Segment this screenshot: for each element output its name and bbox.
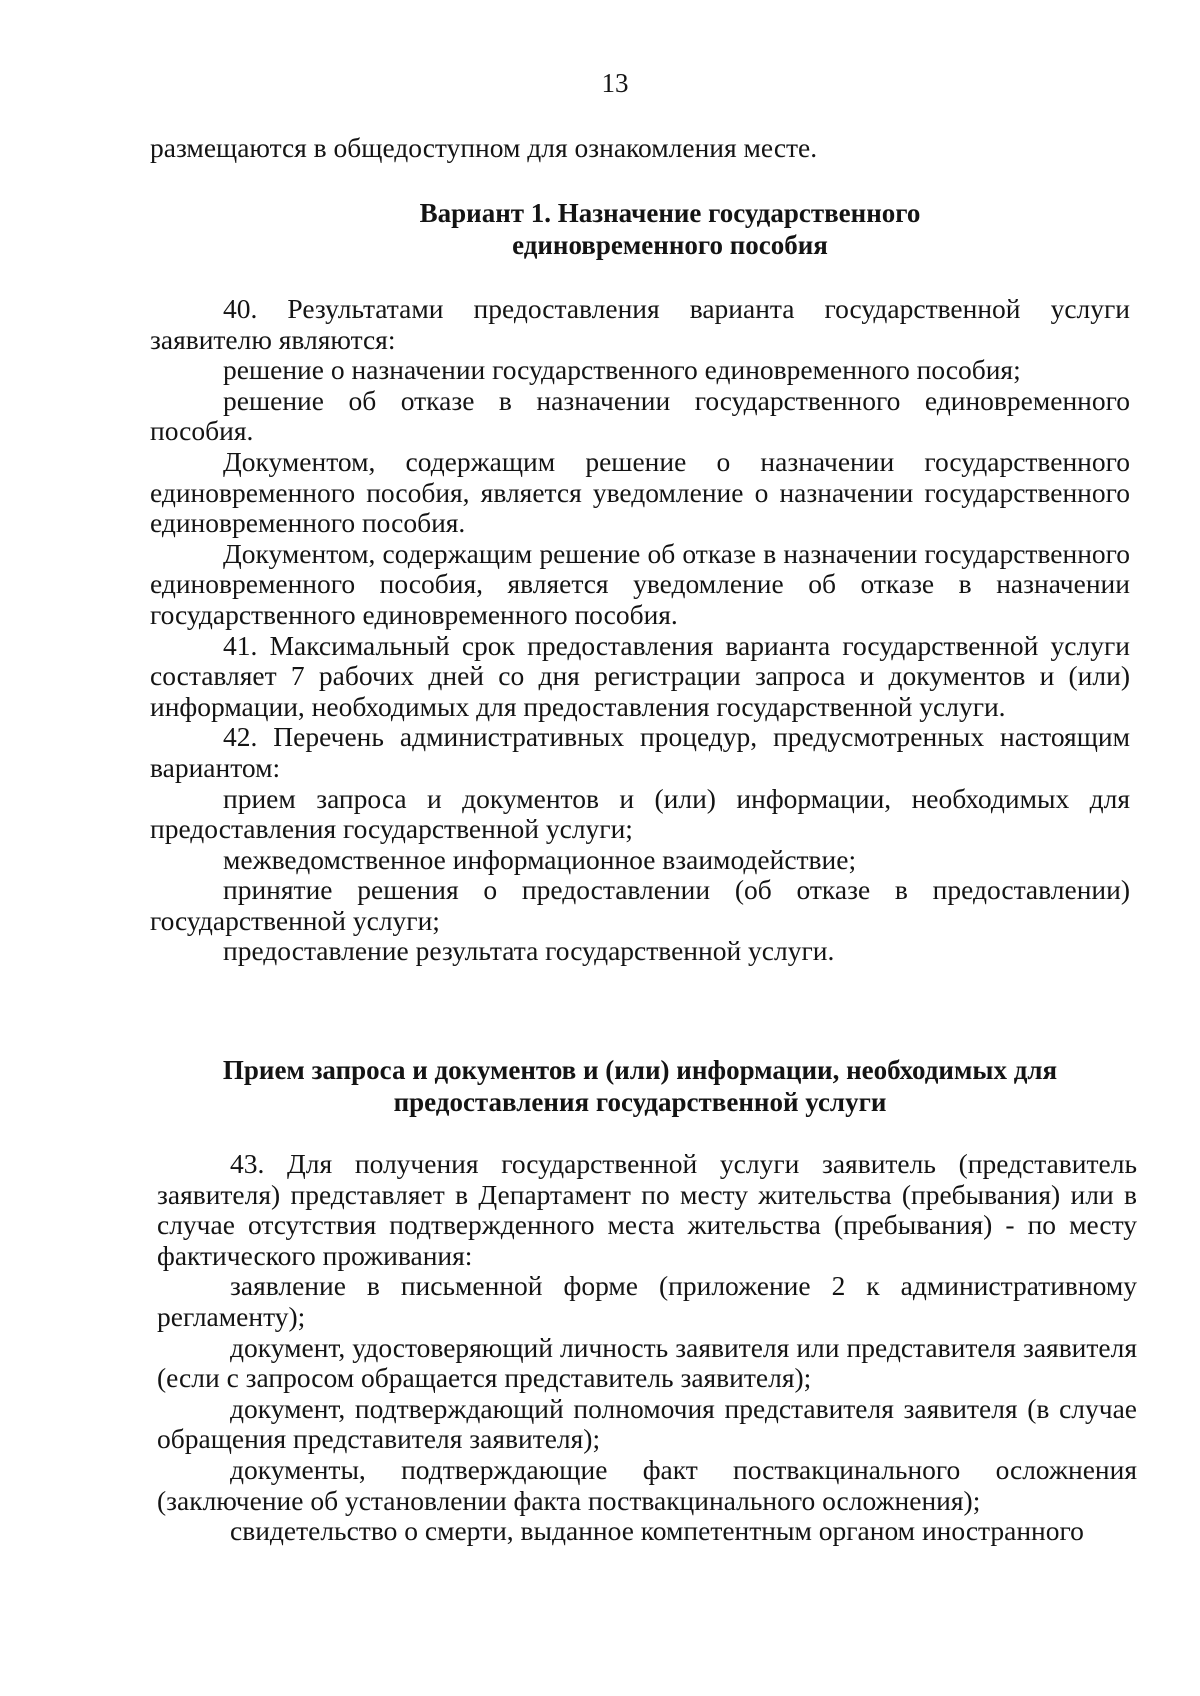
heading-variant-line-2: единовременного пособия	[512, 230, 828, 260]
page-number: 13	[601, 68, 629, 98]
heading-reception-line-1: Прием запроса и документов и (или) информации, необходимых для	[222, 1055, 1058, 1085]
paragraph-40-document-positive: Документом, содержащим решение о назначении государственного единовременного пособия, является уведомление о назначении государственного единовременного пособия.	[150, 445, 1130, 539]
intro-line: размещаются в общедоступном для ознакомления месте.	[150, 132, 818, 163]
paragraph-42: 42. Перечень административных процедур, предусмотренных настоящим вариантом:	[150, 721, 1130, 783]
intro-text	[150, 133, 1130, 164]
paragraph-42-item-1: прием запроса и документов и (или) информации, необходимых для предоставления государственной услуги;	[150, 782, 1130, 845]
paragraph-41: 41. Максимальный срок предоставления варианта государственной услуги составляет 7 рабочих дней со дня регистрации запроса и документов и (или) информации, необходимых для предоставления государственной услуги.	[150, 629, 1130, 722]
heading-variant-1	[205, 197, 1135, 261]
paragraph-40-item-1: решение о назначении государственного единовременного пособия;	[223, 354, 1021, 386]
heading-reception	[150, 1054, 1130, 1118]
paragraph-40-item-2: решение об отказе в назначении государственного единовременного пособия.	[150, 384, 1130, 447]
section-reception-body	[157, 1149, 1137, 1547]
paragraph-42-item-4: предоставление результата государственной услуги.	[223, 935, 835, 967]
paragraph-43-item-3: документ, подтверждающий полномочия представителя заявителя (в случае обращения представителя заявителя);	[157, 1392, 1137, 1455]
paragraph-42-item-3: принятие решения о предоставлении (об отказе в предоставлении) государственной услуги;	[150, 874, 1130, 936]
heading-variant-line-1: Вариант 1. Назначение государственного	[419, 198, 921, 228]
paragraph-40-document-negative: Документом, содержащим решение об отказе в назначении государственного единовременного пособия, является уведомление об отказе в назначении государственного единовременного пособия.	[150, 537, 1130, 630]
paragraph-43: 43. Для получения государственной услуги заявитель (представитель заявителя) представляет в Департамент по месту жительства (пребывания) или в случае отсутствия подтвержденного места жительства (пребывания) - по месту фактического проживания:	[157, 1148, 1137, 1271]
section-variant-body	[150, 294, 1130, 967]
paragraph-42-item-2: межведомственное информационное взаимодействие;	[223, 843, 857, 875]
heading-reception-line-2: предоставления государственной услуги	[393, 1087, 887, 1117]
paragraph-43-item-2: документ, удостоверяющий личность заявителя или представителя заявителя (если с запросом обращается представитель заявителя);	[157, 1331, 1137, 1394]
paragraph-43-item-1: заявление в письменной форме (приложение 2 к административному регламенту);	[157, 1270, 1137, 1332]
paragraph-43-item-5: свидетельство о смерти, выданное компетентным органом иностранного	[230, 1515, 1084, 1547]
paragraph-40: 40. Результатами предоставления варианта государственной услуги заявителю являются:	[150, 293, 1130, 355]
paragraph-43-item-4: документы, подтверждающие факт поствакцинального осложнения (заключение об установлении факта поствакцинального осложнения);	[157, 1453, 1137, 1516]
